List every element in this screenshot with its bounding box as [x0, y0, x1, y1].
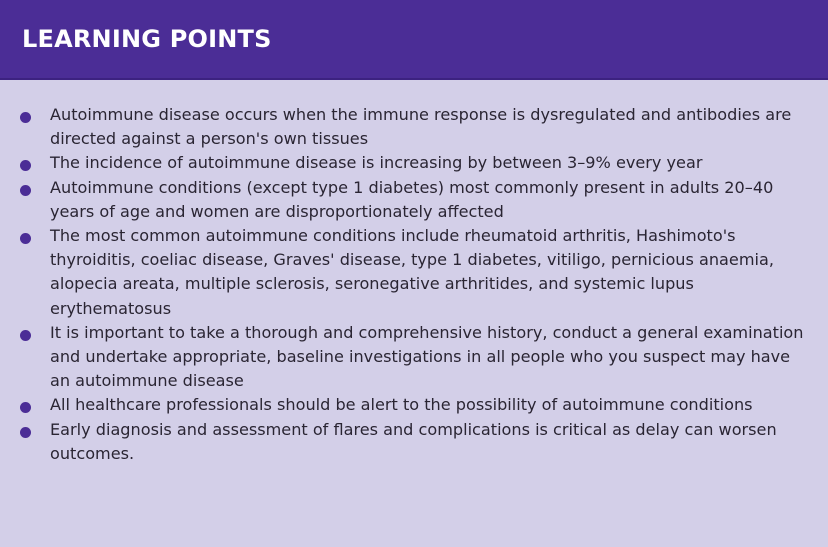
- list-item: [20, 176, 808, 224]
- bullet-icon: [20, 185, 31, 196]
- point-text: The most common autoimmune conditions include rheumatoid arthritis, Hashimoto's thyroiditis, coeliac disease, Graves' disease, type 1 diabetes, vitiligo, pernicious anaemia, alopecia areata, multiple sclerosis, seronegative arthritides, and systemic lupus erythematosus: [50, 226, 774, 318]
- list-item: [20, 151, 808, 175]
- list-item: [20, 321, 808, 394]
- bullet-icon: [20, 330, 31, 341]
- point-text: It is important to take a thorough and comprehensive history, conduct a general examination and undertake appropriate, baseline investigations in all people who you suspect may have an autoimmune disease: [50, 322, 804, 391]
- point-text: Autoimmune conditions (except type 1 diabetes) most commonly present in adults 20–40 years of age and women are disproportionately affected: [50, 177, 774, 221]
- point-text: Early diagnosis and assessment of flares and complications is critical as delay can worsen outcomes.: [50, 419, 777, 463]
- bullet-icon: [20, 427, 31, 438]
- learning-points-list: [0, 80, 828, 466]
- list-item: [20, 224, 808, 321]
- bullet-icon: [20, 402, 31, 413]
- bullet-icon: [20, 233, 31, 244]
- bullet-icon: [20, 160, 31, 171]
- bullet-icon: [20, 112, 31, 123]
- point-text: Autoimmune disease occurs when the immune response is dysregulated and antibodies are directed against a person's own tissues: [50, 105, 792, 149]
- point-text: All healthcare professionals should be alert to the possibility of autoimmune conditions: [50, 395, 753, 415]
- list-item: [20, 103, 808, 151]
- list-item: [20, 393, 808, 417]
- box-title: LEARNING POINTS: [22, 25, 272, 53]
- list-item: [20, 418, 808, 466]
- point-text: The incidence of autoimmune disease is increasing by between 3–9% every year: [50, 153, 703, 173]
- header-bar: [0, 0, 828, 80]
